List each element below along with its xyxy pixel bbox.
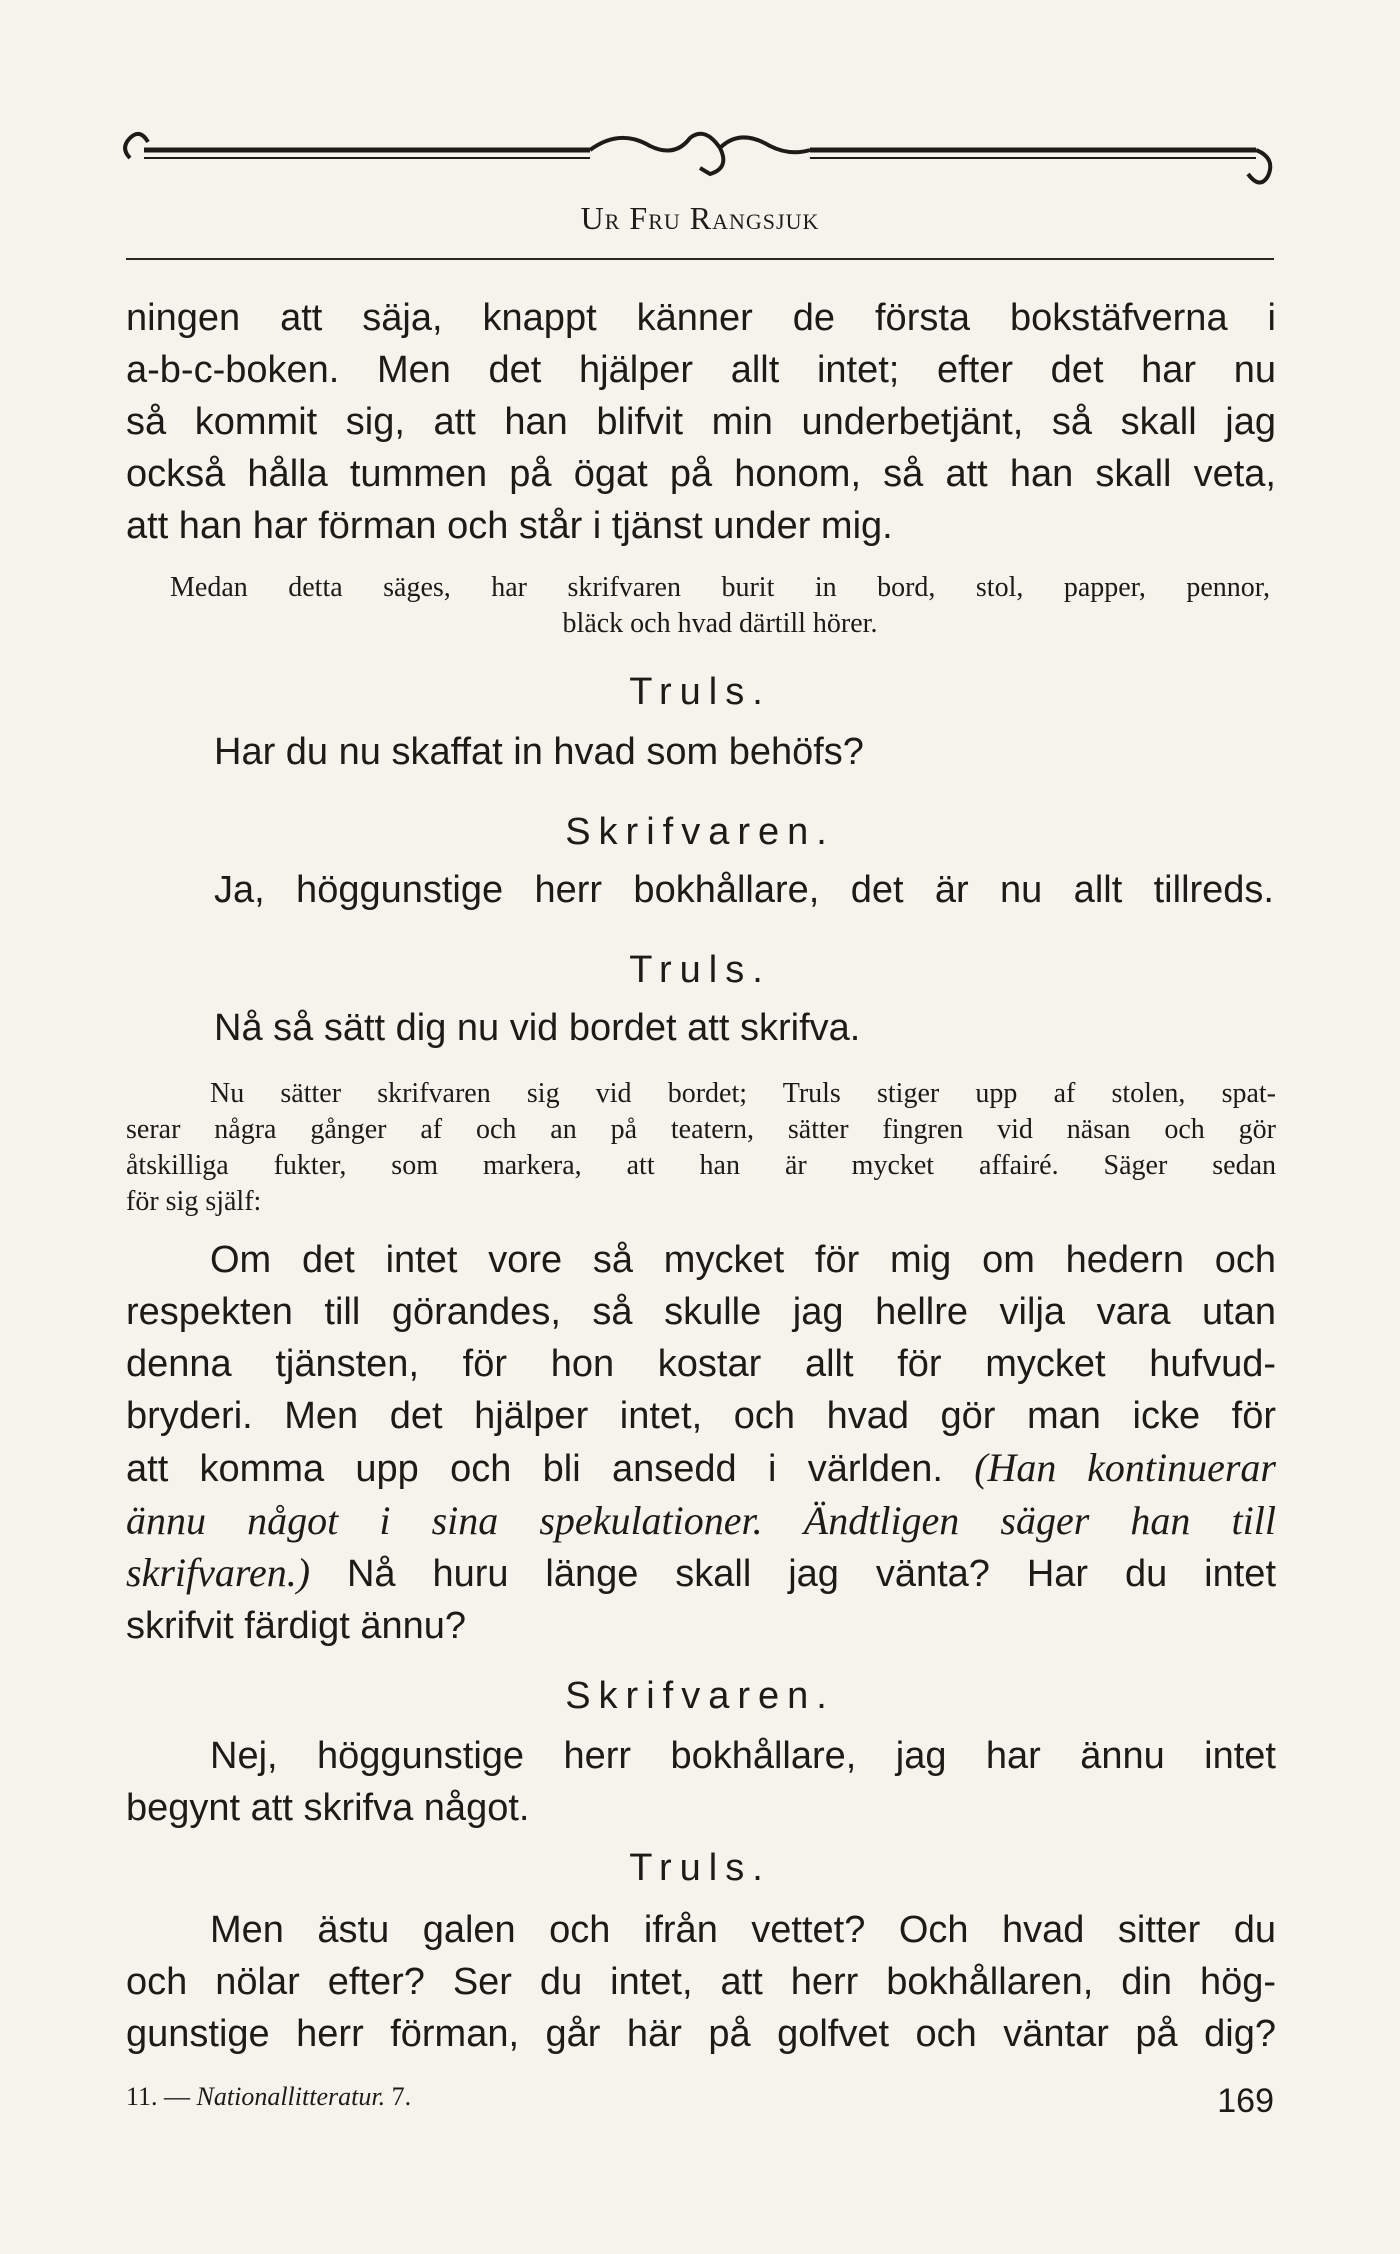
header-rule: [126, 258, 1274, 260]
dialogue-line: Nå så sätt dig nu vid bordet att skrifva.: [214, 1007, 861, 1049]
text-line: [126, 1442, 1276, 1495]
header-ornament: [120, 128, 1280, 198]
dialogue-block: [126, 1904, 1276, 2060]
text-line: skrifvit färdigt ännu?: [126, 1605, 467, 1647]
text-span: att komma upp och bli ansedd i världen.: [126, 1448, 943, 1490]
stage-line: serar några gånger af och an på teatern, sätter fingren vid näsan och gör: [126, 1114, 1276, 1145]
dialogue-line: Har du nu skaffat in hvad som behöfs?: [214, 731, 864, 773]
speaker-truls: Truls.: [629, 671, 771, 713]
text-line: gunstige herr förman, går här på golfvet och väntar på dig?: [126, 2013, 1276, 2055]
text-span: Nå huru länge skall jag vänta? Har du intet: [346, 1553, 1277, 1595]
text-line: ningen att säja, knappt känner de första bokstäfverna i: [126, 297, 1276, 339]
volume-number: 7.: [391, 2082, 412, 2111]
stage-line: bläck och hvad därtill hörer.: [562, 608, 878, 639]
italic-line: ännu något i sina spekulationer. Ändtligen säger han till: [126, 1498, 1276, 1543]
stage-line: Nu sätter skrifvaren sig vid bordet; Truls stiger upp af stolen, spat-: [210, 1078, 1276, 1109]
text-line: denna tjänsten, för hon kostar allt för mycket hufvud-: [126, 1343, 1276, 1385]
series-title: Nationallitteratur.: [196, 2082, 386, 2111]
text-line: också hålla tummen på ögat på honom, så att han skall veta,: [126, 453, 1276, 495]
speaker-truls: Truls.: [629, 949, 771, 991]
italic-span: skrifvaren.): [126, 1550, 311, 1595]
text-line: Nej, höggunstige herr bokhållare, jag har ännu intet: [210, 1735, 1276, 1777]
stage-line: för sig själf:: [126, 1186, 262, 1217]
paragraph-2: [126, 1234, 1276, 1652]
speaker-truls: Truls.: [629, 1847, 771, 1889]
stage-direction-2: [126, 1076, 1276, 1220]
dialogue-block: [126, 1730, 1276, 1834]
text-line: så kommit sig, att han blifvit min underbetjänt, så skall jag: [126, 401, 1276, 443]
text-line: begynt att skrifva något.: [126, 1787, 530, 1829]
speaker-skrifvaren: Skrifvaren.: [565, 811, 835, 853]
text-line: bryderi. Men det hjälper intet, och hvad gör man icke för: [126, 1395, 1276, 1437]
signature-mark: 11. —: [126, 2082, 191, 2111]
stage-line: åtskilliga fukter, som markera, att han är mycket affairé. Säger sedan: [126, 1150, 1276, 1181]
text-line: a-b-c-boken. Men det hjälper allt intet; efter det har nu: [126, 349, 1276, 391]
italic-span: (Han kontinuerar: [974, 1445, 1276, 1490]
stage-direction-1: [170, 570, 1270, 642]
speaker-skrifvaren: Skrifvaren.: [565, 1675, 835, 1717]
paragraph-1: [126, 292, 1276, 552]
text-line: att han har förman och står i tjänst under mig.: [126, 505, 893, 547]
dialogue-line: Ja, höggunstige herr bokhållare, det är nu allt tillreds.: [214, 869, 1274, 911]
stage-line: Medan detta säges, har skrifvaren burit in bord, stol, papper, pennor,: [170, 572, 1270, 603]
text-line: Men ästu galen och ifrån vettet? Och hvad sitter du: [210, 1909, 1276, 1951]
footer-signature: [126, 2082, 411, 2112]
text-line: Om det intet vore så mycket för mig om hedern och: [210, 1239, 1276, 1281]
text-line: [126, 1547, 1276, 1600]
running-head: Ur Fru Rangsjuk: [580, 200, 820, 236]
page-number: 169: [1217, 2082, 1274, 2120]
text-line: och nölar efter? Ser du intet, att herr bokhållaren, din hög-: [126, 1961, 1276, 2003]
text-line: respekten till görandes, så skulle jag hellre vilja vara utan: [126, 1291, 1276, 1333]
